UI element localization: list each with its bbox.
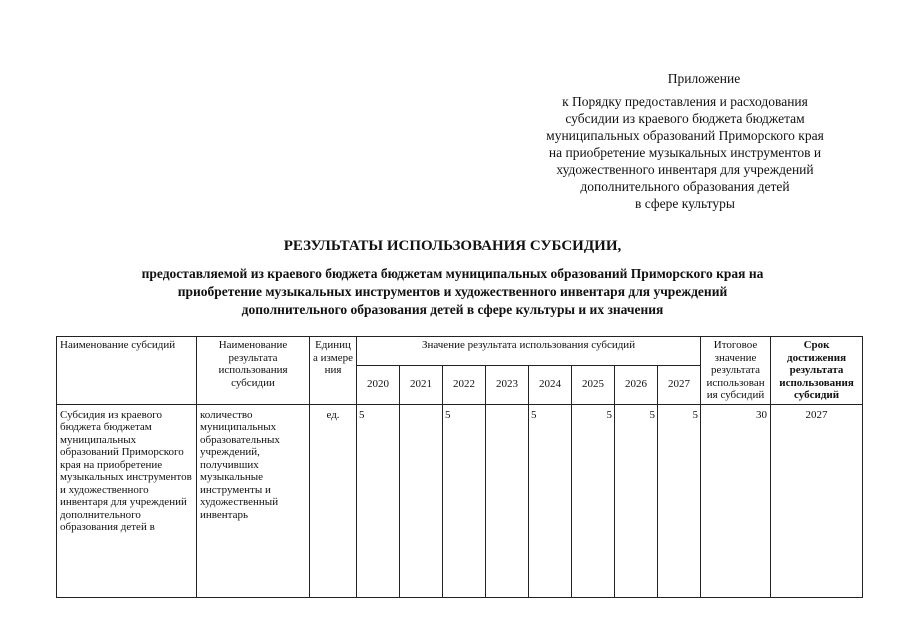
cell-value-2022: 5 — [443, 404, 486, 597]
header-year: 2027 — [658, 365, 701, 404]
header-unit: Единиц а измере ния — [310, 337, 357, 405]
header-year: 2021 — [400, 365, 443, 404]
header-values-group: Значение результата использования субсидий — [357, 337, 701, 366]
cell-unit: ед. — [310, 404, 357, 597]
appendix-line: дополнительного образования детей — [580, 179, 790, 194]
appendix-line: к Порядку предоставления и расходования — [562, 94, 808, 109]
subtitle-line: дополнительного образования детей в сфере культуры и их значения — [241, 302, 664, 317]
cell-value-2025: 5 — [572, 404, 615, 597]
cell-subsidy-name: Субсидия из краевого бюджета бюджетам муниципальных образований Приморского края на приобретение музыкальных инструментов и художественного инвентаря для учреждений дополнительного образования детей в — [57, 404, 197, 597]
cell-total: 30 — [701, 404, 771, 597]
header-subsidy-name: Наименование субсидий — [57, 337, 197, 405]
header-result-name: Наименование результата использования субсидии — [197, 337, 310, 405]
table-header-row — [57, 337, 863, 366]
results-table — [56, 336, 863, 598]
cell-deadline: 2027 — [771, 404, 863, 597]
appendix-title: Приложение — [667, 71, 741, 86]
cell-value-2027: 5 — [658, 404, 701, 597]
subtitle-line: приобретение музыкальных инструментов и художественного инвентаря для учреждений — [177, 284, 728, 299]
document-subtitle — [85, 265, 820, 319]
cell-value-2026: 5 — [615, 404, 658, 597]
appendix-line: в сфере культуры — [635, 196, 735, 211]
header-deadline: Срок достижения результата использования субсидий — [771, 337, 863, 405]
cell-result-name: количество муниципальных образовательных учреждений, получивших музыкальные инструменты и художественный инвентарь — [197, 404, 310, 597]
cell-value-2024: 5 — [529, 404, 572, 597]
header-year: 2022 — [443, 365, 486, 404]
cell-value-2021 — [400, 404, 443, 597]
document-title: РЕЗУЛЬТАТЫ ИСПОЛЬЗОВАНИЯ СУБСИДИИ, — [283, 238, 622, 254]
subtitle-line: предоставляемой из краевого бюджета бюджетам муниципальных образований Приморского края на — [141, 266, 764, 281]
appendix-line: муниципальных образований Приморского края — [546, 128, 824, 143]
header-year: 2023 — [486, 365, 529, 404]
header-year: 2024 — [529, 365, 572, 404]
cell-value-2020: 5 — [357, 404, 400, 597]
cell-value-2023 — [486, 404, 529, 597]
appendix-line: субсидии из краевого бюджета бюджетам — [565, 111, 805, 126]
table-row — [57, 404, 863, 597]
header-year: 2026 — [615, 365, 658, 404]
appendix-line: на приобретение музыкальных инструментов и — [548, 145, 822, 160]
header-year: 2020 — [357, 365, 400, 404]
appendix-line: художественного инвентаря для учреждений — [556, 162, 814, 177]
appendix-header — [520, 70, 850, 212]
header-total: Итоговое значение результата использован ия субсидий — [701, 337, 771, 405]
header-year: 2025 — [572, 365, 615, 404]
